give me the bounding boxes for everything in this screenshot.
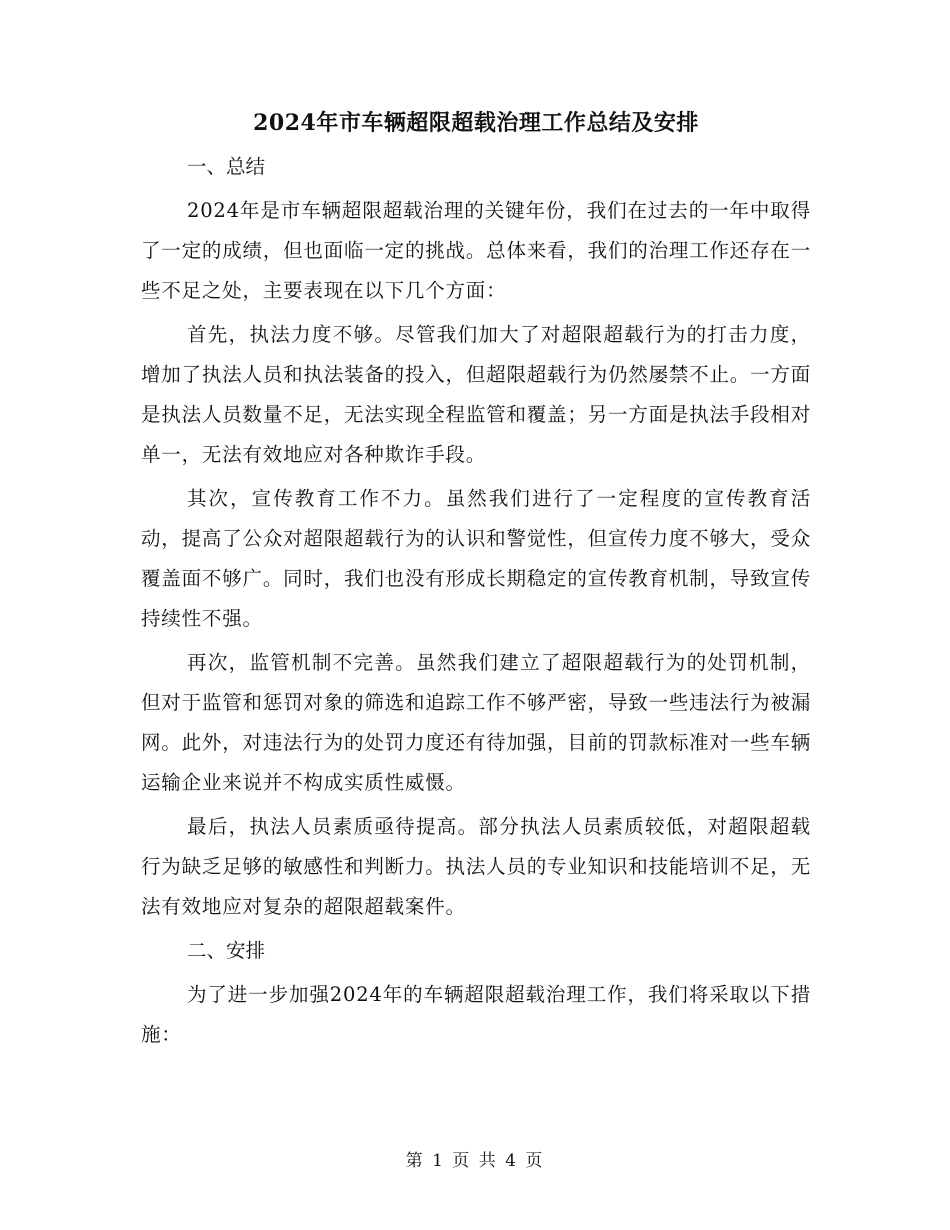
- paragraph-staff-quality: 最后，执法人员素质亟待提高。部分执法人员素质较低，对超限超载行为缺乏足够的敏感性和判断力。执法人员的专业知识和技能培训不足，无法有效地应对复杂的超限超载案件。: [141, 815, 811, 918]
- document-title: 2024年市车辆超限超载治理工作总结及安排: [253, 110, 699, 136]
- paragraph-summary-intro: 2024年是市车辆超限超载治理的关键年份，我们在过去的一年中取得了一定的成绩，但也面临一定的挑战。总体来看，我们的治理工作还存在一些不足之处，主要表现在以下几个方面：: [141, 199, 811, 302]
- section-heading-plan: 二、安排: [187, 939, 266, 962]
- document-body: [141, 103, 811, 1059]
- section-heading-summary: 一、总结: [187, 155, 266, 178]
- paragraph-supervision: 再次，监管机制不完善。虽然我们建立了超限超载行为的处罚机制，但对于监管和惩罚对象的筛选和追踪工作不够严密，导致一些违法行为被漏网。此外，对违法行为的处罚力度还有待加强，目前的罚款标准对一些车辆运输企业来说并不构成实质性威慑。: [141, 651, 811, 794]
- paragraph-enforcement: 首先，执法力度不够。尽管我们加大了对超限超载行为的打击力度，增加了执法人员和执法装备的投入，但超限超载行为仍然屡禁不止。一方面是执法人员数量不足，无法实现全程监管和覆盖；另一方面是执法手段相对单一，无法有效地应对各种欺诈手段。: [141, 323, 811, 466]
- paragraph-publicity: 其次，宣传教育工作不力。虽然我们进行了一定程度的宣传教育活动，提高了公众对超限超载行为的认识和警觉性，但宣传力度不够大，受众覆盖面不够广。同时，我们也没有形成长期稳定的宣传教育机制，导致宣传持续性不强。: [141, 487, 811, 630]
- page-number-footer: 第 1 页 共 4 页: [405, 1151, 545, 1171]
- paragraph-plan-intro: 为了进一步加强2024年的车辆超限超载治理工作，我们将采取以下措施：: [141, 983, 811, 1046]
